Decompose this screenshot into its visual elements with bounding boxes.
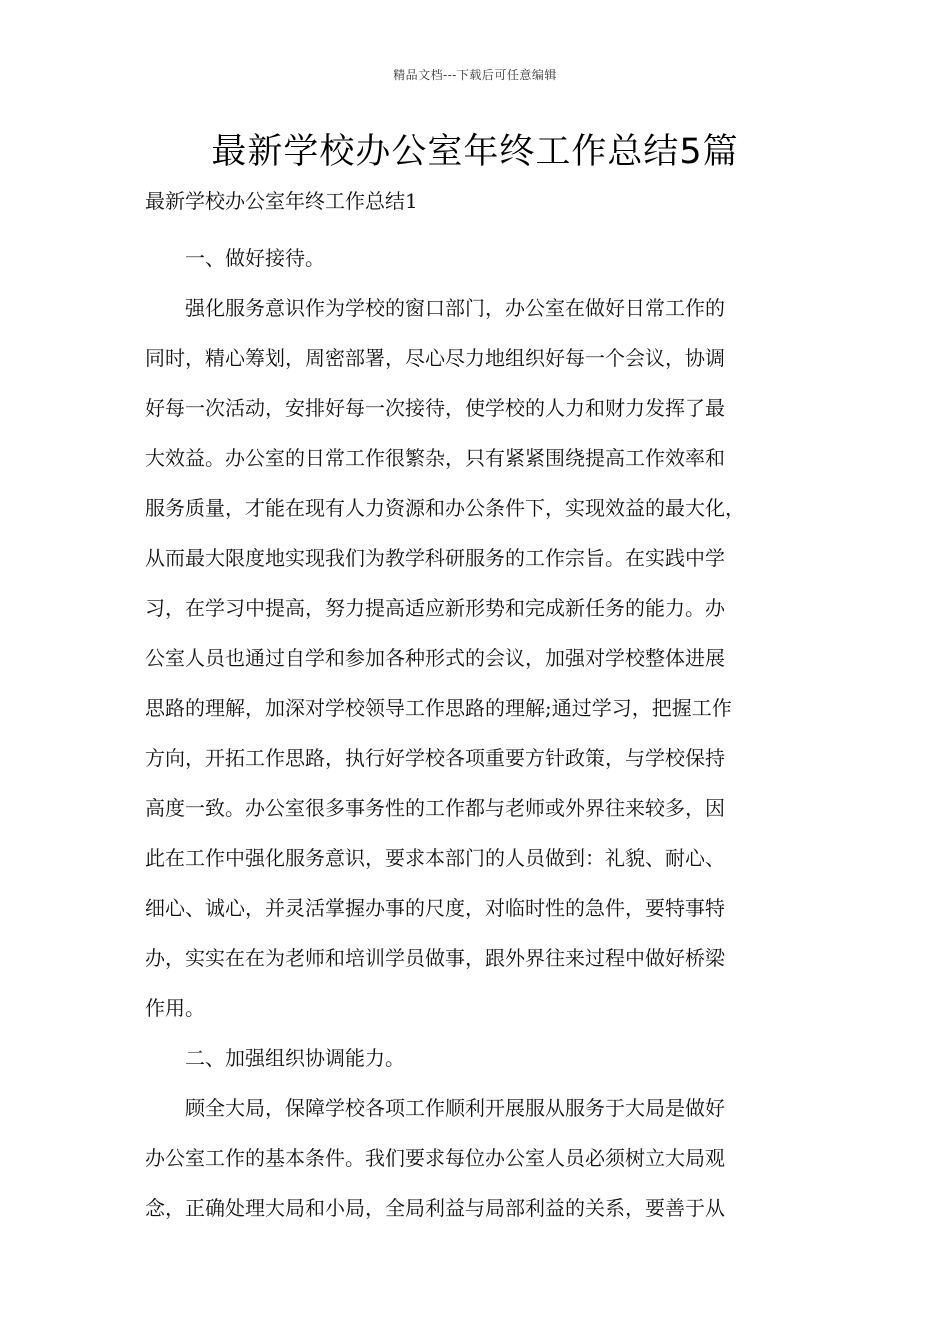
paragraph-line: 作用。 <box>145 996 205 1020</box>
document-body <box>145 233 805 1233</box>
paragraph-line: 大效益。办公室的日常工作很繁杂，只有紧紧围绕提高工作效率和 <box>145 446 725 470</box>
section-heading-2: 二、加强组织协调能力。 <box>185 1046 405 1070</box>
paragraph-line: 办，实实在在为老师和培训学员做事，跟外界往来过程中做好桥梁 <box>145 946 725 970</box>
paragraph-line: 顾全大局，保障学校各项工作顺利开展服从服务于大局是做好 <box>185 1096 725 1120</box>
paragraph-line: 念，正确处理大局和小局，全局利益与局部利益的关系，要善于从 <box>145 1196 725 1220</box>
paragraph-line: 同时，精心筹划，周密部署，尽心尽力地组织好每一个会议，协调 <box>145 346 725 370</box>
paragraph-line: 公室人员也通过自学和参加各种形式的会议，加强对学校整体进展 <box>145 646 725 670</box>
section-subtitle: 最新学校办公室年终工作总结1 <box>145 189 418 213</box>
paragraph-line: 高度一致。办公室很多事务性的工作都与老师或外界往来较多，因 <box>145 796 725 820</box>
document-title: 最新学校办公室年终工作总结5篇 <box>211 132 739 172</box>
paragraph-line: 思路的理解，加深对学校领导工作思路的理解;通过学习，把握工作 <box>145 696 732 720</box>
section-heading-1: 一、做好接待。 <box>185 246 325 270</box>
paragraph-line: 强化服务意识作为学校的窗口部门，办公室在做好日常工作的 <box>185 296 725 320</box>
paragraph-2 <box>145 1083 805 1233</box>
paragraph-line: 方向，开拓工作思路，执行好学校各项重要方针政策，与学校保持 <box>145 746 725 770</box>
paragraph-line: 服务质量，才能在现有人力资源和办公条件下，实现效益的最大化， <box>145 496 745 520</box>
paragraph-line: 习，在学习中提高，努力提高适应新形势和完成新任务的能力。办 <box>145 596 725 620</box>
paragraph-line: 此在工作中强化服务意识，要求本部门的人员做到：礼貌、耐心、 <box>145 846 725 870</box>
paragraph-line: 好每一次活动，安排好每一次接待，使学校的人力和财力发挥了最 <box>145 396 725 420</box>
paragraph-line: 从而最大限度地实现我们为教学科研服务的工作宗旨。在实践中学 <box>145 546 725 570</box>
paragraph-line: 细心、诚心，并灵活掌握办事的尺度，对临时性的急件，要特事特 <box>145 896 725 920</box>
paragraph-line: 办公室工作的基本条件。我们要求每位办公室人员必须树立大局观 <box>145 1146 725 1170</box>
running-header: 精品文档---下载后可任意编辑 <box>393 68 557 82</box>
paragraph-1 <box>145 283 805 1033</box>
